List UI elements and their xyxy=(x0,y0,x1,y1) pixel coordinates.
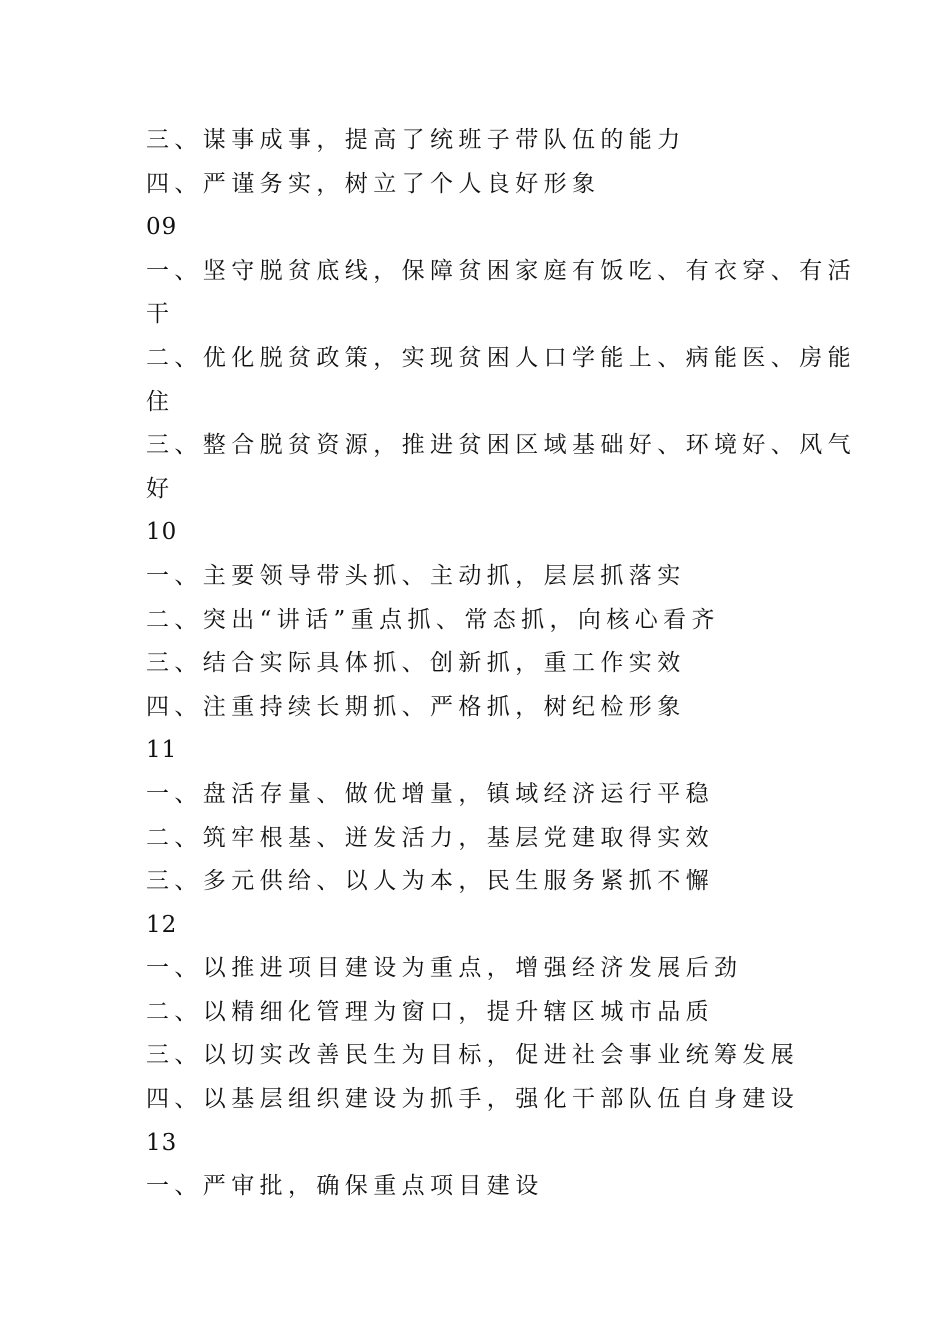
text-line: 二、以精细化管理为窗口，提升辖区城市品质 xyxy=(146,998,714,1025)
text-line: 好 xyxy=(146,475,175,502)
text-line: 一、主要领导带头抓、主动抓，层层抓落实 xyxy=(146,562,686,589)
text-line: 三、多元供给、以人为本，民生服务紧抓不懈 xyxy=(146,868,714,895)
text-line: 三、谋事成事，提高了统班子带队伍的能力 xyxy=(146,127,686,153)
text-line: 一、严审批，确保重点项目建设 xyxy=(146,1173,544,1200)
text-line: 二、突出“讲话”重点抓、常态抓，向核心看齐 xyxy=(146,606,720,633)
text-line: 一、坚守脱贫底线，保障贫困家庭有饭吃、有衣穿、有活 xyxy=(146,257,856,284)
text-line: 四、严谨务实，树立了个人良好形象 xyxy=(146,170,601,197)
section-number: 09 xyxy=(146,214,178,241)
text-line: 二、筑牢根基、迸发活力，基层党建取得实效 xyxy=(146,824,714,851)
section-number: 11 xyxy=(146,737,178,764)
text-line: 三、整合脱贫资源，推进贫困区域基础好、环境好、风气 xyxy=(146,432,856,459)
section-number: 12 xyxy=(146,911,178,938)
text-line: 三、以切实改善民生为目标，促进社会事业统筹发展 xyxy=(146,1042,800,1069)
text-line: 四、以基层组织建设为抓手，强化干部队伍自身建设 xyxy=(146,1086,800,1113)
text-line: 住 xyxy=(146,388,175,415)
text-line: 一、以推进项目建设为重点，增强经济发展后劲 xyxy=(146,955,743,982)
section-number: 10 xyxy=(146,519,178,546)
text-line: 四、注重持续长期抓、严格抓，树纪检形象 xyxy=(146,693,686,720)
document-body xyxy=(146,119,856,1209)
text-line: 一、盘活存量、做优增量，镇域经济运行平稳 xyxy=(146,780,714,807)
text-line: 三、结合实际具体抓、创新抓，重工作实效 xyxy=(146,650,686,677)
section-number: 13 xyxy=(146,1129,178,1156)
text-line: 干 xyxy=(146,301,175,328)
text-line: 二、优化脱贫政策，实现贫困人口学能上、病能医、房能 xyxy=(146,344,856,371)
